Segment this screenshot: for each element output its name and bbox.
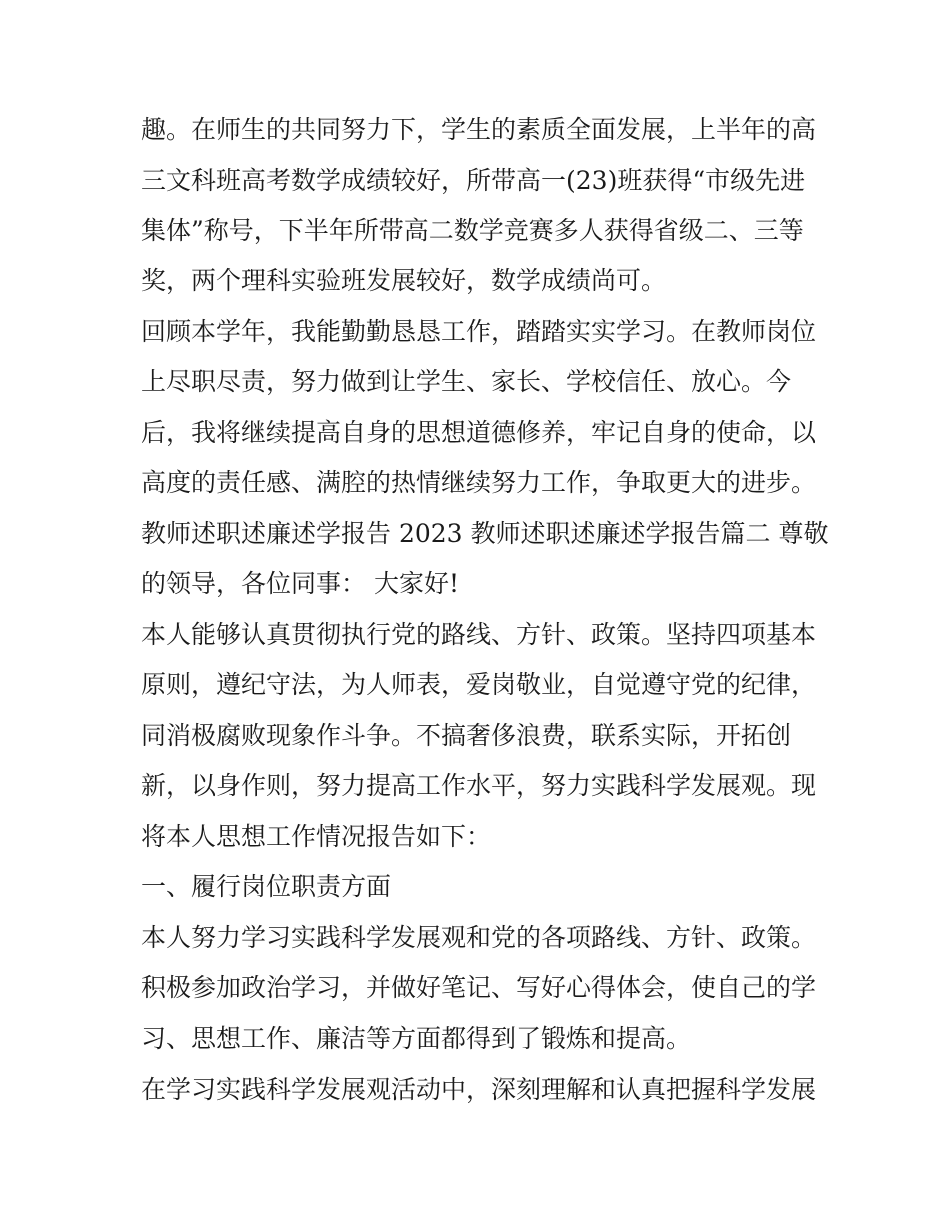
text-line: 上尽职尽责，努力做到让学生、家长、学校信任、放心。今 — [141, 367, 792, 396]
text-line: 集体”称号，下半年所带高二数学竞赛多人获得省级二、三等 — [141, 216, 804, 245]
text-line: 原则，遵纪守法，为人师表，爱岗敬业，自觉遵守党的纪律， — [141, 670, 817, 699]
text-line: 本人努力学习实践科学发展观和党的各项路线、方针、政策。 — [141, 923, 817, 952]
text-line: 同消极腐败现象作斗争。不搞奢侈浪费，联系实际，开拓创 — [141, 721, 792, 750]
text-line: 的领导，各位同事： 大家好! — [141, 569, 459, 598]
text-line: 新，以身作则，努力提高工作水平，努力实践科学发展观。现 — [141, 771, 817, 800]
text-line: 本人能够认真贯彻执行党的路线、方针、政策。坚持四项基本 — [141, 620, 817, 649]
text-line: 回顾本学年，我能勤勤恳恳工作，踏踏实实学习。在教师岗位 — [141, 317, 817, 346]
text-line: 习、思想工作、廉洁等方面都得到了锻炼和提高。 — [141, 1024, 692, 1053]
text-line: 后，我将继续提高自身的思想道德修养，牢记自身的使命，以 — [141, 418, 817, 447]
text-line: 三文科班高考数学成绩较好，所带高一(23)班获得“市级先进 — [141, 166, 806, 195]
text-line: 奖，两个理科实验班发展较好，数学成绩尚可。 — [141, 266, 667, 295]
text-line: 将本人思想工作情况报告如下： — [141, 822, 492, 851]
text-line: 趣。在师生的共同努力下，学生的素质全面发展，上半年的高 — [141, 115, 817, 144]
section-heading: 一、履行岗位职责方面 — [141, 872, 392, 901]
text-line: 教师述职述廉述学报告 2023 教师述职述廉述学报告篇二 尊敬 — [141, 519, 829, 548]
text-line: 高度的责任感、满腔的热情继续努力工作，争取更大的进步。 — [141, 468, 817, 497]
text-line: 在学习实践科学发展观活动中，深刻理解和认真把握科学发展 — [141, 1075, 817, 1104]
text-line: 积极参加政治学习，并做好笔记、写好心得体会，使自己的学 — [141, 973, 817, 1002]
